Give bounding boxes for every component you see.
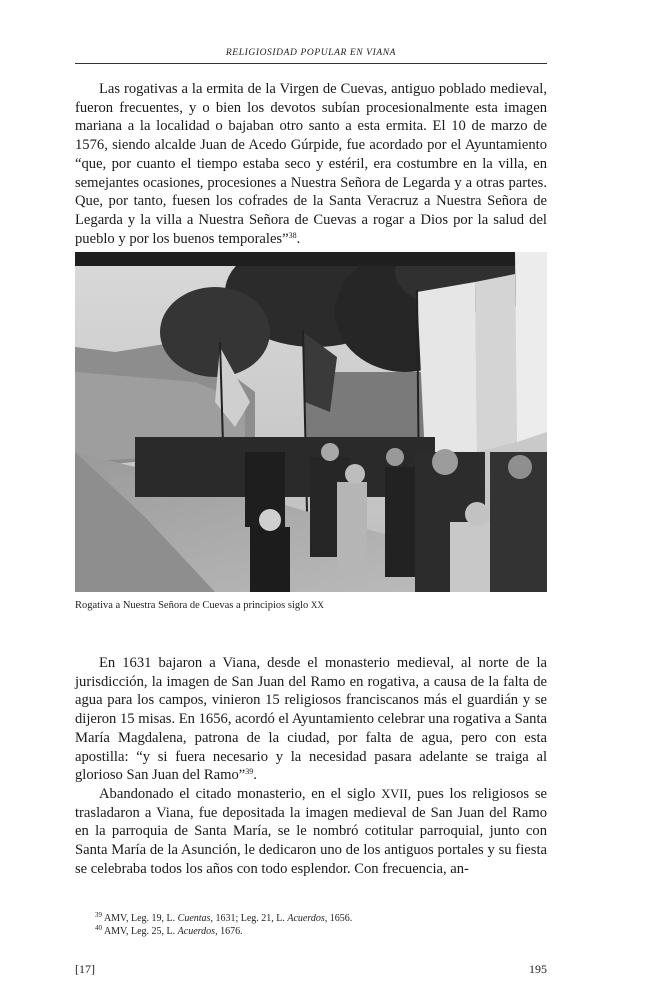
procession-photograph [75,252,547,592]
paragraph-2 [75,654,547,785]
paragraph-2-end: . [253,767,257,784]
figure-caption [75,600,547,611]
footnote-39 [95,912,547,925]
footnote-text: , 1656. [324,913,353,924]
footnote-text: AMV, Leg. 25, L. [102,926,178,937]
procession-photograph-image [75,252,547,592]
footnote-ref-38[interactable]: 38 [288,230,297,240]
running-header: RELIGIOSIDAD POPULAR EN VIANA [225,48,397,58]
footnote-number: 40 [95,924,102,932]
footnote-number: 39 [95,911,102,919]
footnote-ref-39[interactable]: 39 [245,767,254,777]
footnote-text: AMV, Leg. 19, L. [102,913,178,924]
paragraph-3-text-b: , pues los religiosos se trasladaron a Viana, fue depositada la imagen medieval de San Juan del Ramo en la parroquia de Santa María, se le nombró cotitular parroquial, junto con Santa María de la Asunción, le dedicaron uno de los antiguos portales y su fiesta se celebraba todos los años con todo esplendor. Con frecuencia, an- [75,786,548,877]
footnote-text: , 1676. [215,926,243,937]
paragraph-3-century: XVII [381,787,408,801]
figure-caption-text: Rogativa a Nuestra Señora de Cuevas a principios siglo [75,600,311,611]
footnotes [95,912,547,938]
footnote-40 [95,925,547,938]
paragraph-1-text: Las rogativas a la ermita de la Virgen de Cuevas, antiguo poblado medieval, fueron frecuentes, y o bien los devotos subían procesionalmente esta imagen mariana a la localidad o bajaban otro santo a esta ermita. El 10 de marzo de 1576, siendo alcalde Juan de Acedo Gúrpide, fue acordado por el Ayuntamiento “que, por cuanto el tiempo estaba seco y estéril, era costumbre en la villa, en semejantes ocasiones, procesiones a Nuestra Señora de Legarda y a otras partes. Que, por tanto, fuesen los cofrades de la Santa Veracruz a Nuestra Señora de Legarda y la villa a Nuestra Señora de Cuevas a rogar a Dios por la salud del pueblo y por los buenos temporales” [75,81,547,247]
footnote-italic: Acuerdos [177,926,216,937]
footnote-text: , 1631; Leg. 21, L. [210,913,288,924]
page-number: 195 [529,962,547,976]
paragraph-3-text-a: Abandonado el citado monasterio, en el siglo [99,786,382,802]
footnote-italic: Acuerdos [287,913,325,924]
footnote-italic: Cuentas [177,913,211,924]
chapter-marker: [17] [75,962,95,976]
paragraph-3 [75,785,547,879]
header-rule [75,63,547,64]
paragraph-1-end: . [296,230,301,247]
figure-caption-century: XX [310,600,324,610]
paragraph-1 [75,80,547,248]
paragraph-2-text: En 1631 bajaron a Viana, desde el monasterio medieval, al norte de la jurisdicción, la imagen de San Juan del Ramo en rogativa, a causa de la falta de agua para los campos, vinieron 15 religiosos franciscanos más el guardián y se dijeron 15 misas. En 1656, acordó el Ayuntamiento celebrar una rogativa a Santa María Magdalena, patrona de la ciudad, por falta de agua, pero con esta apostilla: “y si fuera necesario y la necesidad pasara adelante se traiga al glorioso San Juan del Ramo” [75,655,548,784]
